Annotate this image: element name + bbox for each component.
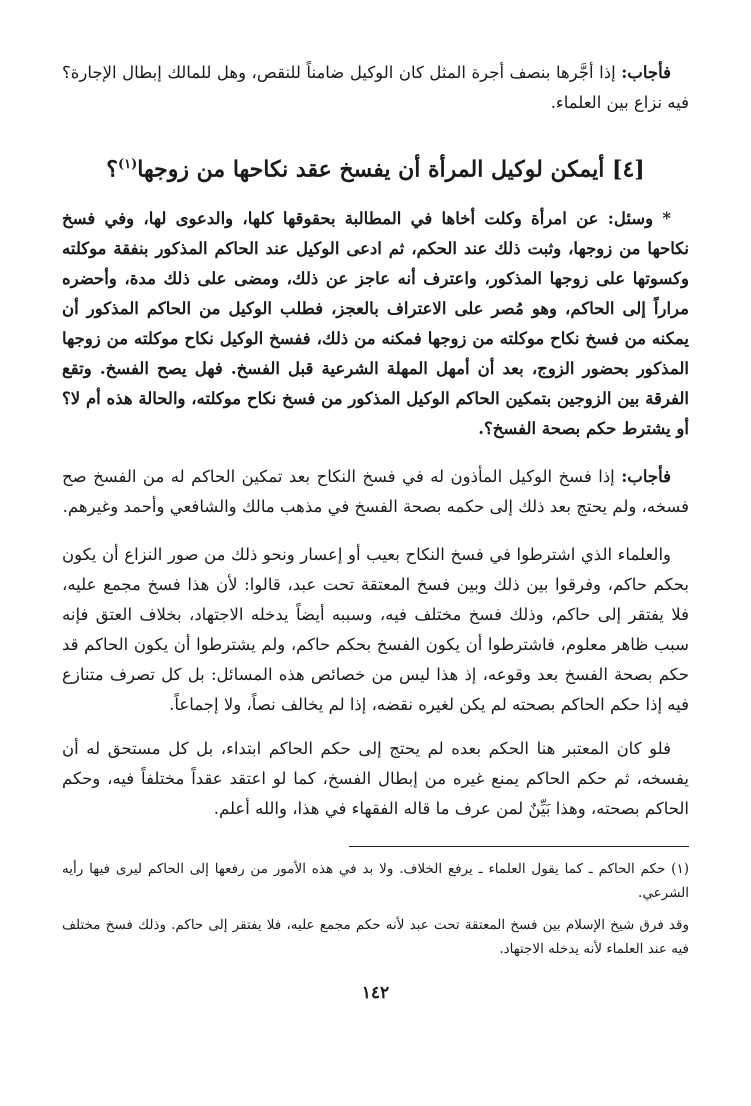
body-paragraph: فلو كان المعتبر هنا الحكم بعده لم يحتج إلى حكم الحاكم ابتداء، بل كل مستحق له أن يفسخه، ثم حكم الحاكم يمنع غيره من إبطال الفسخ، كما لو اعتقد عقداً مختلفاً فيه، وحكم الحاكم بصحته، وهذا بَيِّنٌ لمن عرف ما قاله الفقهاء في هذا، والله أعلم.: [62, 739, 689, 819]
footnote-2: وقد فرق شيخ الإسلام بين فسخ المعتقة تحت عبد لأنه حكم مجمع عليه، فلا يفتقر إلى حاكم. وذلك فسخ مختلف فيه عند العلماء لأنه يدخله الاجتهاد.: [62, 917, 689, 958]
answer-block-1: [62, 58, 689, 118]
spacer: [62, 522, 689, 540]
spacer: [62, 444, 689, 462]
answer-text: إذا فسخ الوكيل المأذون له في فسخ النكاح بعد تمكين الحاكم له من الفسخ صح فسخه، ولم يحتج بعد ذلك إلى حكمه بصحة الفسخ في مذهب مالك والشافعي وأحمد وغيرهم.: [62, 467, 689, 517]
spacer: [62, 720, 689, 734]
footnote-1: (١) حكم الحاكم ـ كما يقول العلماء ـ يرفع الخلاف. ولا بد في هذه الأمور من رفعها إلى الحاكم ليرى فيها رأيه الشرعي.: [62, 861, 689, 902]
question-text: وسئل: عن امرأة وكلت أخاها في المطالبة بحقوقها كلها، والدعوى لها، وفي فسخ نكاحها من زوجها، وثبت ذلك عند الحكم، ثم ادعى الوكيل عند الحاكم المذكور بنفقة موكلته وكسوتها على زوجها المذكور، واعترف أنه عاجز عن ذلك، ومضى على ذلك مدة، وأحضره مراراً إلى الحاكم، وهو مُصر على الاعتراف بالعجز، فطلب الوكيل من الحاكم المذكور أن يمكنه من فسخ نكاح موكلته من زوجها فمكنه من ذلك، ففسخ الوكيل نكاح موكلته من زوجها المذكور بحضور الزوج، بعد أن أمهل المهلة الشرعية قبل الفسخ. فهل يصح الفسخ. وتقع الفرقة بين الزوجين بتمكين الحاكم الوكيل المذكور من فسخ نكاح موكلته، والحالة هذه أم لا؟ أو يشترط حكم بصحة الفسخ؟.: [62, 209, 689, 439]
footnote-divider: [349, 846, 689, 847]
question-paragraph: [62, 204, 689, 444]
page-number: ١٤٢: [361, 983, 390, 1004]
star-icon: *: [662, 209, 671, 229]
section-title: أيمكن لوكيل المرأة أن يفسخ عقد نكاحها من زوجها: [137, 156, 605, 183]
footnote-marker[interactable]: (١): [117, 157, 138, 172]
heading-end: ؟: [106, 156, 118, 183]
answer-lead: فأجاب:: [621, 467, 671, 487]
section-number: [٤]: [612, 156, 645, 183]
answer-lead: فأجاب:: [621, 63, 671, 82]
answer-block-2: [62, 462, 689, 522]
section-heading: [62, 148, 689, 186]
answer-text: إذا أجَّرها بنصف أجرة المثل كان الوكيل ضامناً للنقص، وهل للمالك إبطال الإجارة؟ فيه نزاع بين العلماء.: [62, 63, 689, 112]
body-paragraph: والعلماء الذي اشترطوا في فسخ النكاح بعيب أو إعسار ونحو ذلك من صور النزاع أن يكون بحكم حاكم، وفرقوا بين ذلك وبين فسخ المعتقة تحت عبد، قالوا: لأن هذا فسخ مجمع عليه، فلا يفتقر إلى حاكم، وذلك فسخ مختلف فيه، وسببه أيضاً يدخله الاجتهاد، بخلاف العتق فإنه سبب ظاهر معلوم، فاشترطوا أن يكون الفسخ بحكم حاكم، ولم يشترطوا أن يكون الحاكم قد حكم بصحة الفسخ بعد وقوعه، إذ هذا ليس من خصائص هذه المسائل: بل كل تصرف متنازع فيه إذا حكم الحاكم بصحته لم يكن لغيره نقضه، إذا لم يخالف نصاً، ولا إجماعاً.: [62, 545, 689, 715]
